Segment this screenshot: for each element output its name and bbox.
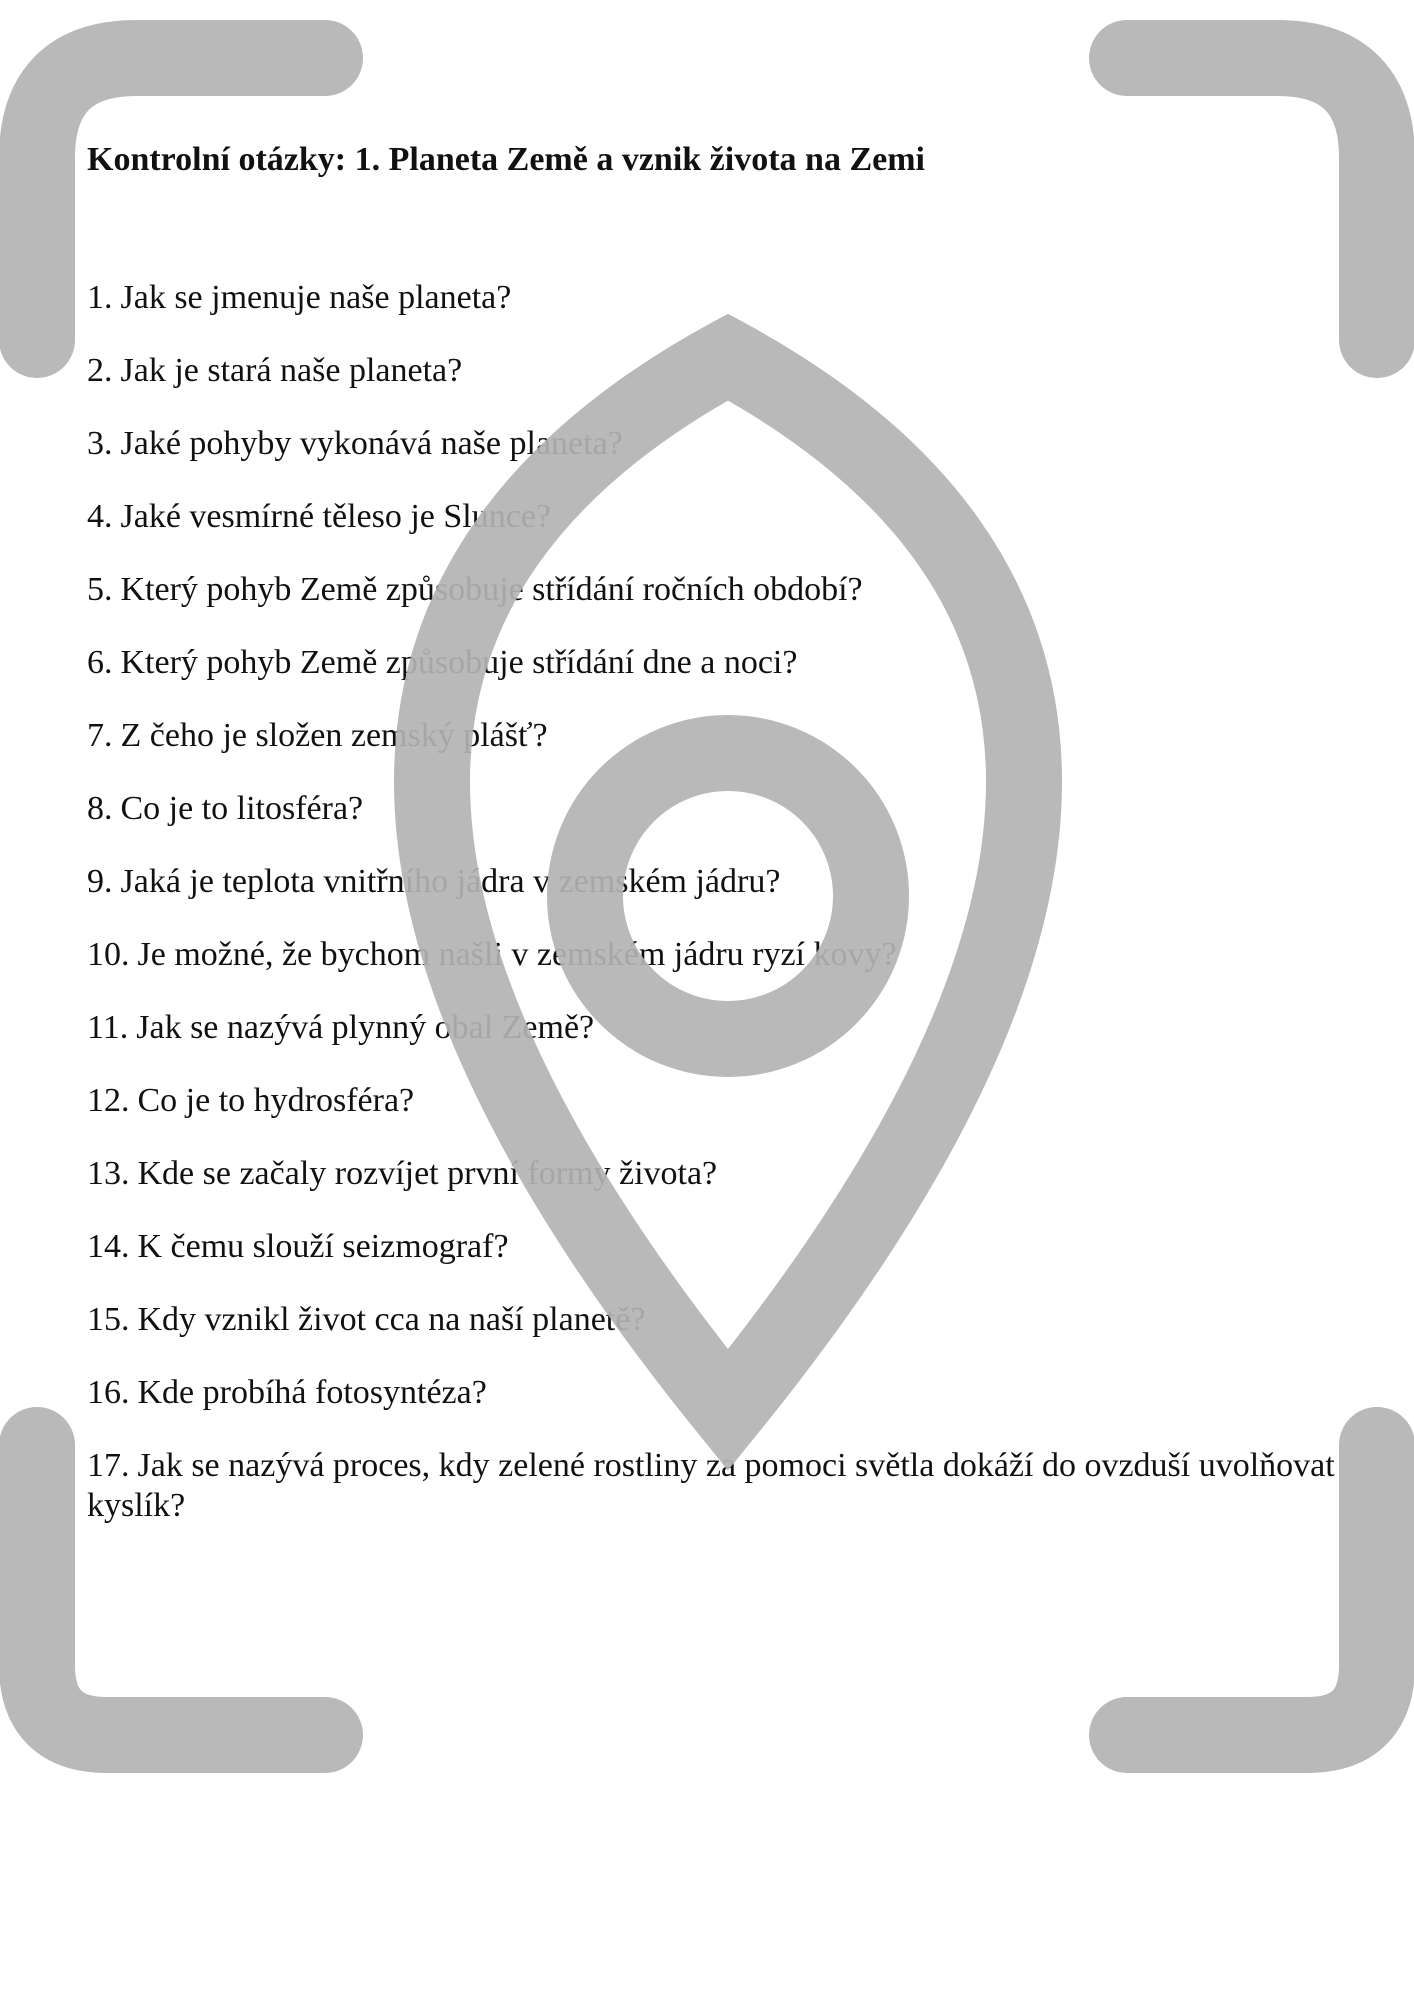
question-item [87, 497, 1347, 537]
question-number: 2. [87, 352, 113, 389]
question-text: Jaké pohyby vykonává naše planeta? [120, 425, 623, 462]
question-item [87, 1227, 1347, 1267]
question-item [87, 351, 1347, 391]
question-item [87, 1008, 1347, 1048]
question-number: 17. [87, 1447, 130, 1484]
question-number: 7. [87, 717, 113, 754]
question-item [87, 935, 1347, 975]
question-number: 6. [87, 644, 113, 681]
question-text: Kdy vznikl život cca na naší planetě? [137, 1301, 646, 1338]
question-text: Kde se začaly rozvíjet první formy života? [137, 1155, 718, 1192]
question-item [87, 278, 1347, 318]
question-item [87, 643, 1347, 683]
question-text: Jak je stará naše planeta? [120, 352, 463, 389]
page-title: Kontrolní otázky: 1. Planeta Země a vznik života na Zemi [87, 141, 925, 178]
question-number: 1. [87, 279, 113, 316]
question-text: Jak se jmenuje naše planeta? [120, 279, 512, 316]
question-item [87, 1373, 1347, 1413]
question-number: 3. [87, 425, 113, 462]
question-text: Kde probíhá fotosyntéza? [137, 1374, 487, 1411]
question-number: 4. [87, 498, 113, 535]
question-number: 15. [87, 1301, 130, 1338]
question-item [87, 1154, 1347, 1194]
question-item [87, 862, 1347, 902]
question-text: Co je to litosféra? [120, 790, 364, 827]
question-item [87, 789, 1347, 829]
question-number: 12. [87, 1082, 130, 1119]
question-text: Který pohyb Země způsobuje střídání ročních období? [120, 571, 863, 608]
question-number: 10. [87, 936, 130, 973]
question-list [87, 278, 1347, 1526]
question-number: 5. [87, 571, 113, 608]
question-number: 11. [87, 1009, 129, 1046]
question-item [87, 1300, 1347, 1340]
document-page [87, 138, 1347, 1526]
question-text: Z čeho je složen zemský plášť? [120, 717, 548, 754]
question-number: 13. [87, 1155, 130, 1192]
question-item [87, 424, 1347, 464]
question-text: Co je to hydrosféra? [137, 1082, 415, 1119]
question-number: 9. [87, 863, 113, 900]
question-text: K čemu slouží seizmograf? [137, 1228, 509, 1265]
question-text: Jak se nazývá plynný obal Země? [136, 1009, 595, 1046]
question-number: 14. [87, 1228, 130, 1265]
question-item [87, 1081, 1347, 1121]
question-text: Je možné, že bychom našli v zemském jádru ryzí kovy? [137, 936, 897, 973]
question-text: Jaká je teplota vnitřního jádra v zemském jádru? [120, 863, 781, 900]
question-item [87, 716, 1347, 756]
question-number: 8. [87, 790, 113, 827]
question-item [87, 1446, 1347, 1526]
question-text: Jak se nazývá proces, kdy zelené rostliny za pomoci světla dokáží do ovzduší uvolňovat kyslík? [87, 1447, 1335, 1524]
question-number: 16. [87, 1374, 130, 1411]
question-text: Jaké vesmírné těleso je Slunce? [120, 498, 552, 535]
question-text: Který pohyb Země způsobuje střídání dne a noci? [120, 644, 798, 681]
question-item [87, 570, 1347, 610]
